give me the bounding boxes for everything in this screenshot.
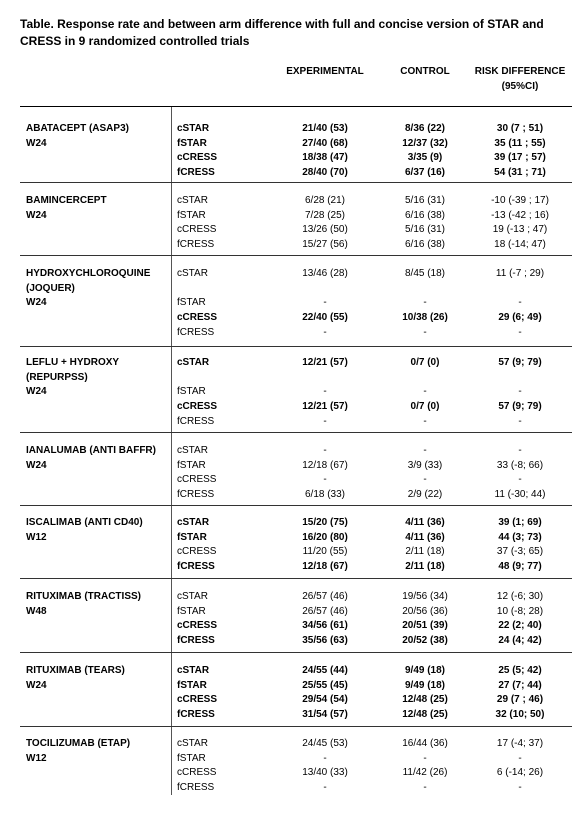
- control-value: 3/35 (9): [407, 152, 443, 164]
- version-label: fCRESS: [177, 415, 215, 427]
- trial-name-line: (REPURPSS): [26, 371, 88, 383]
- control-value: 5/16 (31): [404, 224, 446, 236]
- control-value: 12/37 (32): [402, 137, 448, 149]
- version-label: cCRESS: [177, 620, 218, 632]
- risk-difference-value: 54 (31 ; 71): [494, 167, 546, 179]
- version-label: fSTAR: [177, 752, 206, 764]
- experimental-value: 12/18 (67): [302, 561, 348, 573]
- version-label: fSTAR: [177, 297, 206, 309]
- control-value: -: [423, 386, 427, 398]
- version-label: fCRESS: [177, 167, 215, 179]
- version-label: fSTAR: [177, 679, 207, 691]
- risk-difference-value: 44 (3; 73): [498, 531, 542, 543]
- experimental-value: 21/40 (53): [302, 123, 348, 134]
- control-value: 19/56 (34): [402, 591, 448, 602]
- experimental-value: 35/56 (63): [302, 635, 348, 647]
- trial-name-line: W24: [26, 459, 47, 471]
- risk-difference-value: 33 (-8; 66): [496, 459, 544, 471]
- experimental-value: -: [323, 386, 327, 398]
- version-label: cSTAR: [177, 268, 208, 279]
- version-label: fCRESS: [177, 489, 215, 501]
- risk-difference-value: 6 (-14; 26): [496, 767, 544, 779]
- risk-difference-value: -: [518, 415, 522, 427]
- control-value: 0/7 (0): [410, 357, 440, 368]
- trial-name-line: W12: [26, 752, 47, 764]
- experimental-value: 26/57 (46): [302, 591, 348, 602]
- version-label: fSTAR: [177, 459, 206, 471]
- risk-difference-value: 12 (-6; 30): [496, 591, 544, 602]
- control-value: -: [423, 415, 427, 427]
- control-value: 2/11 (18): [405, 546, 445, 558]
- control-value: 0/7 (0): [410, 401, 440, 413]
- risk-difference-value: -: [518, 445, 522, 456]
- experimental-value: -: [323, 326, 327, 338]
- version-label: fSTAR: [177, 531, 207, 543]
- version-label: cCRESS: [177, 767, 217, 779]
- control-value: 8/45 (18): [404, 268, 446, 279]
- version-label: cSTAR: [177, 738, 208, 749]
- risk-difference-value: 39 (17 ; 57): [494, 152, 546, 164]
- experimental-value: 6/18 (33): [304, 489, 346, 501]
- experimental-value: 29/54 (54): [302, 694, 348, 706]
- table-title: Table. Response rate and between arm difference with full and concise version of STAR and CRESS in 9 randomized controlled trials: [20, 17, 544, 48]
- risk-difference-value: -10 (-39 ; 17): [491, 195, 549, 206]
- control-value: 10/38 (26): [402, 312, 448, 324]
- version-label: cCRESS: [177, 224, 217, 236]
- control-value: 5/16 (31): [404, 195, 446, 206]
- risk-difference-value: 35 (11 ; 55): [494, 137, 546, 149]
- risk-difference-value: -: [518, 386, 522, 398]
- risk-difference-value: 22 (2; 40): [498, 620, 542, 632]
- risk-difference-value: 39 (1; 69): [498, 517, 542, 528]
- version-label: fCRESS: [177, 326, 215, 338]
- experimental-value: 12/18 (67): [302, 459, 348, 471]
- experimental-value: 16/20 (80): [302, 531, 348, 543]
- version-label: cSTAR: [177, 357, 210, 368]
- version-label: cSTAR: [177, 591, 208, 602]
- risk-difference-value: 11 (-7 ; 29): [495, 268, 545, 279]
- risk-difference-value: -: [518, 752, 522, 764]
- version-label: fCRESS: [177, 709, 215, 721]
- trial-name-line: IANALUMAB (ANTI BAFFR): [26, 445, 156, 456]
- trial-name-line: W24: [26, 137, 47, 149]
- experimental-value: 18/38 (47): [302, 152, 348, 164]
- control-value: 11/42 (26): [402, 767, 448, 779]
- risk-difference-value: 17 (-4; 37): [496, 738, 544, 749]
- experimental-value: 15/27 (56): [302, 239, 348, 251]
- experimental-value: -: [323, 474, 327, 486]
- version-label: cSTAR: [177, 665, 210, 676]
- trial-name-line: RITUXIMAB (TRACTISS): [26, 591, 141, 602]
- group-rule: [20, 505, 572, 506]
- risk-difference-value: 57 (9; 79): [498, 357, 542, 368]
- risk-difference-value: -: [518, 474, 522, 486]
- experimental-value: 6/28 (21): [304, 195, 346, 206]
- version-label: cCRESS: [177, 152, 218, 164]
- control-value: -: [423, 326, 427, 338]
- trial-name-line: W12: [26, 531, 47, 543]
- control-value: 20/52 (38): [402, 635, 448, 647]
- control-value: -: [423, 474, 427, 486]
- version-label: fCRESS: [177, 635, 215, 647]
- group-rule: [20, 182, 572, 183]
- risk-difference-value: 24 (4; 42): [498, 635, 542, 647]
- version-label: fCRESS: [177, 239, 215, 251]
- risk-difference-value: 32 (10; 50): [495, 709, 545, 721]
- trial-name-line: W24: [26, 209, 47, 221]
- experimental-value: 13/26 (50): [302, 224, 348, 236]
- trial-name-line: TOCILIZUMAB (ETAP): [26, 738, 131, 749]
- control-value: 6/37 (16): [404, 167, 446, 179]
- risk-difference-value: 29 (6; 49): [498, 312, 542, 324]
- experimental-value: 34/56 (61): [302, 620, 348, 632]
- version-label: cCRESS: [177, 546, 217, 558]
- control-value: 8/36 (22): [404, 123, 446, 134]
- control-value: 16/44 (36): [402, 738, 448, 749]
- risk-difference-value: -: [518, 297, 522, 309]
- experimental-value: 22/40 (55): [302, 312, 348, 324]
- header-control: CONTROL: [400, 66, 450, 77]
- version-label: cCRESS: [177, 401, 218, 413]
- experimental-value: 27/40 (68): [302, 137, 348, 149]
- risk-difference-value: 57 (9; 79): [498, 401, 542, 413]
- experimental-value: 13/40 (33): [302, 767, 348, 779]
- experimental-value: -: [323, 415, 327, 427]
- group-rule: [20, 652, 572, 653]
- version-label: cCRESS: [177, 312, 218, 324]
- control-value: 20/56 (36): [402, 605, 448, 617]
- version-label: fSTAR: [177, 137, 207, 149]
- risk-difference-value: 37 (-3; 65): [496, 546, 544, 558]
- header-experimental: EXPERIMENTAL: [286, 66, 364, 77]
- control-value: 20/51 (39): [402, 620, 448, 632]
- control-value: 12/48 (25): [402, 709, 448, 721]
- version-label: fSTAR: [177, 209, 206, 221]
- experimental-value: 24/45 (53): [302, 738, 348, 749]
- control-value: -: [423, 297, 427, 309]
- version-label: cCRESS: [177, 694, 218, 706]
- trial-name-line: LEFLU + HYDROXY: [26, 357, 120, 368]
- trial-name-line: ABATACEPT (ASAP3): [26, 123, 129, 134]
- trial-name-line: RITUXIMAB (TEARS): [26, 665, 125, 676]
- trial-name-line: HYDROXYCHLOROQUINE: [26, 268, 151, 279]
- risk-difference-value: 30 (7 ; 51): [496, 123, 544, 134]
- experimental-value: 13/46 (28): [302, 268, 348, 279]
- risk-difference-value: -: [518, 782, 522, 794]
- trial-name-line: W24: [26, 297, 47, 309]
- trial-name-line: BAMINCERCEPT: [26, 195, 107, 206]
- version-label: cCRESS: [177, 474, 217, 486]
- trial-name-line: (JOQUER): [26, 282, 75, 294]
- control-value: -: [423, 782, 427, 794]
- experimental-value: -: [323, 782, 327, 794]
- version-label: cSTAR: [177, 123, 210, 134]
- header-rule: [20, 106, 572, 107]
- experimental-value: 12/21 (57): [302, 357, 348, 368]
- risk-difference-value: 19 (-13 ; 47): [492, 224, 548, 236]
- control-value: -: [423, 752, 427, 764]
- control-value: 3/9 (33): [407, 459, 443, 471]
- control-value: -: [423, 445, 427, 456]
- control-value: 2/11 (18): [405, 561, 445, 573]
- experimental-value: -: [323, 752, 327, 764]
- experimental-value: 12/21 (57): [302, 401, 348, 413]
- control-value: 4/11 (36): [405, 517, 445, 528]
- risk-difference-value: 18 (-14; 47): [494, 239, 546, 251]
- experimental-value: 15/20 (75): [302, 517, 348, 528]
- risk-difference-value: 27 (7; 44): [498, 679, 542, 691]
- experimental-value: 7/28 (25): [304, 209, 346, 221]
- experimental-value: 26/57 (46): [302, 605, 348, 617]
- version-label: fCRESS: [177, 782, 215, 794]
- control-value: 4/11 (36): [405, 531, 445, 543]
- header-risk-difference: RISK DIFFERENCE (95%CI): [474, 66, 566, 92]
- trial-name-line: W24: [26, 386, 47, 398]
- version-label: fSTAR: [177, 386, 206, 398]
- group-rule: [20, 432, 572, 433]
- experimental-value: 11/20 (55): [302, 546, 348, 558]
- control-value: 9/49 (18): [404, 665, 446, 676]
- version-label: cSTAR: [177, 517, 210, 528]
- risk-difference-value: 10 (-8; 28): [496, 605, 544, 617]
- risk-difference-value: -: [518, 326, 522, 338]
- risk-difference-value: 29 (7 ; 46): [496, 694, 544, 706]
- version-label: cSTAR: [177, 445, 208, 456]
- experimental-value: 28/40 (70): [302, 167, 348, 179]
- experimental-value: 25/55 (45): [302, 679, 348, 691]
- group-rule: [20, 726, 572, 727]
- group-rule: [20, 346, 572, 347]
- group-rule: [20, 578, 572, 579]
- trial-name-line: W24: [26, 679, 47, 691]
- experimental-value: -: [323, 445, 327, 456]
- control-value: 9/49 (18): [404, 679, 446, 691]
- experimental-value: -: [323, 297, 327, 309]
- risk-difference-value: 11 (-30; 44): [494, 489, 546, 501]
- experimental-value: 31/54 (57): [302, 709, 348, 721]
- control-value: 6/16 (38): [404, 239, 446, 251]
- trial-name-line: W48: [26, 605, 47, 617]
- column-divider: [171, 107, 172, 795]
- control-value: 2/9 (22): [407, 489, 443, 501]
- risk-difference-value: 25 (5; 42): [498, 665, 542, 676]
- group-rule: [20, 255, 572, 256]
- experimental-value: 24/55 (44): [302, 665, 348, 676]
- version-label: cSTAR: [177, 195, 208, 206]
- risk-difference-value: -13 (-42 ; 16): [491, 209, 549, 221]
- version-label: fSTAR: [177, 605, 206, 617]
- version-label: fCRESS: [177, 561, 215, 573]
- control-value: 6/16 (38): [404, 209, 446, 221]
- control-value: 12/48 (25): [402, 694, 448, 706]
- risk-difference-value: 48 (9; 77): [498, 561, 542, 573]
- trial-name-line: ISCALIMAB (ANTI CD40): [26, 517, 143, 528]
